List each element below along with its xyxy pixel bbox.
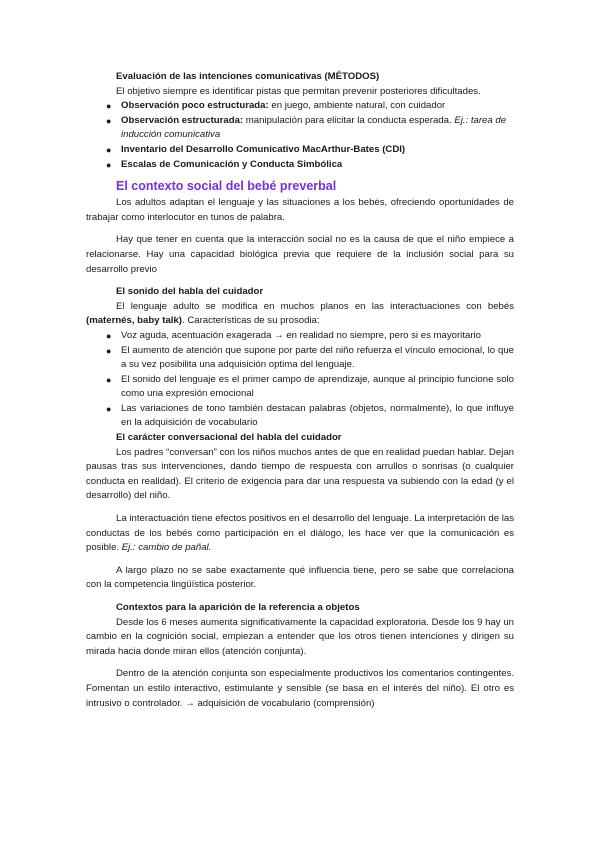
text-run: La interactuación tiene efectos positivos en el desarrollo del lenguaje. La interpretación de las conductas de los bebés como participación en el diálogo, les hace ver que la comunicación es posible. (86, 513, 514, 554)
list-item (86, 99, 514, 114)
eval-intro: El objetivo siempre es identificar pistas que permitan prevenir posteriores dificultades. (116, 85, 481, 97)
item-text: Voz aguda, acentuación exagerada → en realidad no siempre, pero si es mayoritario (121, 329, 481, 341)
list-item (86, 158, 514, 173)
item-bold: Escalas de Comunicación y Conducta Simbólica (121, 158, 343, 170)
document-content (86, 70, 514, 711)
text-run-italic: Ej.: cambio de pañal. (121, 542, 212, 554)
bullet-icon: ● (106, 403, 112, 414)
bullet-icon: ● (106, 374, 112, 385)
eval-heading: Evaluación de las intenciones comunicativas (MÉTODOS) (116, 71, 380, 82)
bullet-icon: ● (106, 101, 112, 112)
subheading: Contextos para la aparición de la referencia a objetos (116, 602, 360, 613)
list-item (86, 329, 514, 344)
item-text: El aumento de atención que supone por parte del niño refuerza el vínculo emocional, lo que a su vez posibilita una adquisición optima del lenguaje. (121, 344, 514, 371)
eval-list (86, 99, 514, 172)
paragraph: Hay que tener en cuenta que la interacción social no es la causa de que el niño empiece a relacionarse. Hay una capacidad biológica previa que requiere de la inclusión social para su desarrollo previo (86, 234, 514, 275)
section-title: El contexto social del bebé preverbal (116, 179, 337, 194)
subheading: El carácter conversacional del habla del cuidador (116, 432, 342, 444)
item-text: El sonido del lenguaje es el primer campo de aprendizaje, aunque al principio funcione solo como una expresión emocional (121, 373, 514, 400)
paragraph: Los padres “conversan” con los niños muchos antes de que en realidad puedan hablar. Dejan pausas tras sus intervenciones, dando tiempo de respuesta con arrullos o sonrisas (o cualquier conducta en realidad). El criterio de exigencia para dar una respuesta va subiendo con la edad (y el desarrollo) del niño. (86, 446, 514, 502)
item-italic: Ej.: tarea de inducción comunicativa (121, 114, 507, 141)
item-text: en juego, ambiente natural, con cuidador (268, 100, 446, 112)
bullet-icon: ● (106, 159, 112, 170)
item-bold: Inventario del Desarrollo Comunicativo MacArthur-Bates (CDI) (121, 143, 406, 155)
bullet-icon: ● (106, 345, 112, 356)
item-bold: Observación poco estructurada: (121, 100, 269, 112)
paragraph: Los adultos adaptan el lenguaje y las situaciones a los bebés, ofreciendo oportunidades de trabajar como interlocutor en tunos de palabra. (86, 197, 514, 223)
paragraph: Desde los 6 meses aumenta significativamente la capacidad exploratoria. Desde los 9 hay un cambio en la cognición social, empiezan a entender que los otros tienen intenciones y dirigen su mirada hacia donde miran ellos (atención conjunta). (86, 616, 514, 657)
list-item (86, 344, 514, 373)
list-item (86, 402, 514, 431)
subheading: El sonido del habla del cuidador (116, 286, 264, 298)
paragraph: Dentro de la atención conjunta son especialmente productivos los comentarios contingentes. Fomentan un estilo interactivo, estimulante y sensible (se basa en el interés del niño). El otro es intrusivo o controlador. → adquisición de vocabulario (comprensión) (86, 668, 514, 709)
item-bold: Observación estructurada: (121, 114, 244, 126)
paragraph (86, 512, 514, 556)
text-run: El lenguaje adulto se modifica en muchos planos en las interactuaciones con bebés (116, 300, 514, 312)
bullet-icon: ● (106, 144, 112, 155)
list-item (86, 143, 514, 158)
paragraph (86, 300, 514, 329)
bullet-icon: ● (106, 115, 112, 126)
bullet-icon: ● (106, 330, 112, 341)
prosody-list (86, 329, 514, 431)
text-run-bold: (maternés, baby talk) (86, 315, 182, 327)
text-run: . Características de su prosodia: (181, 315, 320, 327)
paragraph: A largo plazo no se sabe exactamente qué influencia tiene, pero se sabe que correlaciona con la competencia lingüística posterior. (86, 564, 514, 591)
list-item (86, 114, 514, 143)
item-text: Las variaciones de tono también destacan palabras (objetos, normalmente), lo que influye en la adquisición de vocabulario (121, 402, 514, 429)
item-text: manipulación para elicitar la conducta esperada. (243, 114, 455, 126)
list-item (86, 373, 514, 402)
